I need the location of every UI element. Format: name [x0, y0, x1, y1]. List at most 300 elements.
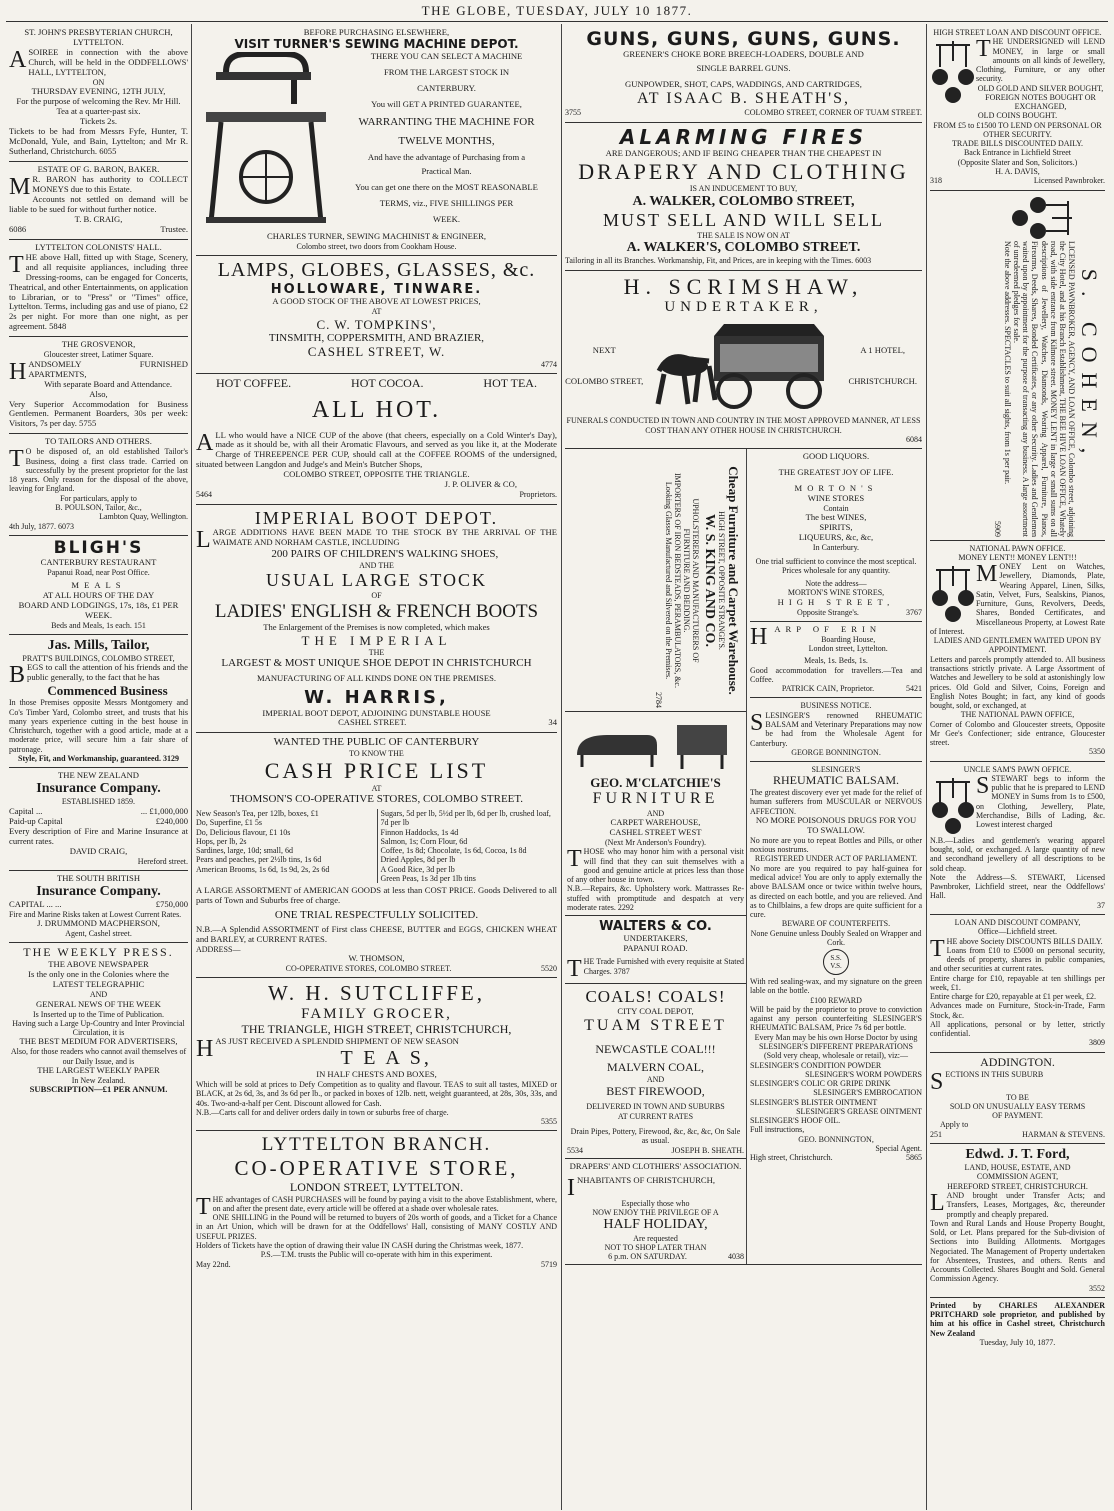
ad-text: AT [371, 783, 382, 793]
ad-text: Beds and Meals, 1s each. 151 [51, 620, 146, 630]
ad-title: BUSINESS NOTICE. [800, 701, 872, 711]
ad-text: ONE TRIAL RESPECTFULLY SOLICITED. [274, 909, 479, 922]
ad-text: AT CURRENT RATES [617, 1111, 694, 1121]
ad-title: WALTERS & CO. [599, 919, 712, 935]
ad-headline: T E A S, [340, 1046, 432, 1069]
ad-text: COLOMBO STREET, OPPOSITE THE TRIANGLE. [283, 469, 470, 480]
ad-business-notice [750, 698, 922, 762]
ad-number: 34 [548, 717, 557, 728]
ad-text: High street, Christchurch. [750, 1153, 833, 1163]
list-item: SLESINGER'S CONDITION POWDER [750, 1060, 882, 1070]
ad-text: NOW ENJOY THE PRIVILEGE OF A [592, 1208, 719, 1218]
ad-text: Proprietors. [519, 490, 557, 500]
ad-headline: W. HARRIS, [304, 686, 449, 708]
ad-body: Every description of Fire and Marine Insurance at current rates. [9, 825, 188, 846]
ad-text: In Canterbury. [812, 543, 860, 553]
ad-number: 5355 [541, 1117, 557, 1127]
ad-text: Special Agent. [875, 1143, 922, 1153]
ad-text: THE NEW ZEALAND [58, 770, 139, 781]
ad-text: In New Zealand. [71, 1075, 126, 1085]
ad-title: DRAPERS' AND CLOTHIERS' ASSOCIATION. [569, 1160, 742, 1171]
col3-split [565, 449, 922, 1265]
ad-body: LL who would have a NICE CUP of the above (that cheers, especially on a Cold Winter's Day), made as it should be, with all their Aromatic Flavours, and served as you like it, at the Moderate Charge of THREEPENCE PER CUP, should call at the COFFEE ROOMS of the undersigned, situated between Langdon and Judge's and Mein's Butcher Shops, [196, 429, 557, 470]
imprint-text: Printed by CHARLES ALEXANDER PRITCHARD sole proprietor, and published by him at his office in Cashel street, Christchurch New Zealand [930, 1300, 1105, 1338]
ad-text: (Next Mr Anderson's Foundry). [605, 838, 706, 848]
ad-title: RHEUMATIC BALSAM. [772, 773, 899, 788]
ad-title: CASH PRICE LIST [264, 758, 489, 784]
ad-body: EGS to call the attention of his friends and the public generally, to the fact that he has [27, 662, 188, 683]
ad-text: Note the address— [805, 579, 867, 589]
ad-title: GEO. M'CLATCHIE'S [590, 775, 721, 791]
drop-cap: T [196, 1193, 211, 1220]
ad-lyttelton-branch [196, 1131, 557, 1272]
ad-body: R. BARON has authority to COLLECT MONEYS due to this Estate. [32, 173, 188, 194]
ad-jas-mills [9, 635, 188, 768]
ad-text: CITY COAL DEPOT, [617, 1005, 694, 1016]
ad-text: CASHEL STREET. [338, 717, 407, 728]
ad-text: Is Inserted up to the Time of Publication. [32, 1009, 165, 1019]
ad-text: With red sealing-wax, and my signature on the green lable on the bottle. [750, 977, 922, 996]
ad-national-pawn [930, 541, 1105, 762]
ad-subtitle: CANTERBURY RESTAURANT [40, 557, 157, 568]
drop-cap: H [9, 358, 27, 385]
drop-cap: T [930, 935, 945, 962]
ad-headline: Commenced Business [47, 683, 168, 699]
ad-text: ESTABLISHED 1859. [61, 797, 136, 807]
drop-cap: T [9, 251, 24, 278]
ad-text: THE NATIONAL PAWN OFFICE, [960, 710, 1075, 720]
pawn-balls-icon [930, 562, 976, 624]
imprint [930, 1298, 1105, 1347]
ad-text: WINE STORES [807, 493, 865, 504]
ad-number: 251 [930, 1129, 942, 1139]
ad-text: MORTON'S WINE STORES, [787, 588, 885, 598]
ad-title: Jas. Mills, Tailor, [47, 637, 150, 653]
list-item: SLESINGER'S EMBROCATION [813, 1088, 922, 1098]
ad-title: ALARMING FIRES [619, 124, 868, 149]
ad-text: Apply to [940, 1120, 969, 1130]
ad-number: 5909 [993, 520, 1003, 537]
ad-signature: JOSEPH B. SHEATH. [671, 1145, 744, 1155]
ad-title: Insurance Company. [36, 781, 161, 797]
ad-imperial-boot [196, 505, 557, 734]
price-item: American Brooms, 1s 6d, 1s 9d, 2s, 2s 6d [196, 864, 330, 874]
list-item: SLESINGER'S HOOF OIL. [750, 1116, 841, 1126]
ad-headline: HALF HOLIDAY, [603, 1217, 708, 1233]
ad-value: ... £1,000,000 [140, 805, 188, 816]
ad-text: Tickets to be had from Messrs Fyfe, Hunter, T. McDonald, Yule, and Bain, Lyttelton; and Mr R. Sutherland, Christchurch. 6055 [9, 125, 188, 156]
ad-body: Note the Address—S. STEWART, Licensed Pawnbroker, Lichfield street, near the Oddfellows' Hall. [930, 872, 1105, 901]
ad-text: The Enlargement of the Premises is now completed, which makes [263, 621, 490, 632]
pawn-balls-icon [1010, 195, 1076, 241]
ad-text: Every Man may be his own Horse Doctor by using [754, 1032, 918, 1042]
ad-body: Town and Rural Lands and House Property Bought, Sold, or Let. Plans prepared for the Sub-division of Sections into Building Allotments. Mortgages Negociated. The Management of Property undertaken for Absentees, Trustees, and others. Rents and Accounts Collected. Shares Bought and Sold. General Commission Agency. [930, 1218, 1105, 1284]
drop-cap: I [567, 1174, 575, 1201]
ad-title: ARP OF ERIN [774, 623, 882, 634]
ad-text: Trustee. [160, 223, 188, 234]
ad-number: 5534 [567, 1145, 583, 1155]
ad-text: HIGH STREET, [777, 596, 895, 607]
ad-body: In those Premises opposite Messrs Montgomery and Co's Timber Yard, Colombo street, and trusts that his many years experience cutting in the best house in Christchurch, together with a good article, made at a moderate price, will secure him a fair share of patronage. [9, 698, 188, 754]
sewing-machine-illustration [196, 52, 336, 232]
ad-cohen [930, 191, 1105, 541]
list-item: SLESINGER'S BLISTER OINTMENT [750, 1097, 878, 1107]
ad-signature: H. A. DAVIS, [995, 166, 1040, 176]
ad-text: Good accommodation for travellers.—Tea and Coffee. [750, 665, 922, 684]
ad-loan-discount [930, 915, 1105, 1053]
ad-text: Are requested [633, 1233, 678, 1243]
ad-text: Also, [89, 388, 108, 399]
price-item: Hops, per lb, 2s [196, 836, 247, 846]
list-item: SLESINGER'S WORM POWDERS [805, 1069, 922, 1079]
hearse-illustration [644, 316, 844, 416]
ad-scrimshaw [565, 271, 922, 450]
ad-number: 3767 [906, 607, 922, 617]
ad-text: CAPITAL ... ... [9, 899, 62, 910]
ad-text: SINGLE BARREL GUNS. [696, 63, 791, 73]
ad-body: LICENSED PAWNBROKER, AGENCY, AND LOAN OFFICE, Colombo street, adjoining the City Hotel, and at his Branch Establishment, THE BEE HIVE LOAN OFFICE, Whately road, with side entrance from Kilmore street. MONEY LENT in large or small sums on all descriptions of Jewellery, Watches, Diamonds, Wearing Apparel, Furniture, Pianos, Firearms, Deeds, Shares, Bonded Certificates, or any other Security. Ladies and Gentlemen waited upon by appointment for the purpose of transacting any business. A large assortment of unredeemed pledges for sale. [1011, 240, 1077, 537]
ad-text: LIQUEURS, &c, &c, [798, 532, 874, 543]
ad-text: CHRISTCHURCH. [848, 376, 918, 387]
ad-text: HOT COCOA. [351, 375, 424, 390]
ad-text: MONEY LENT!! MONEY LENT!!! [958, 552, 1077, 562]
ad-body: Entire charge for £20, repayable at £1 per week, £2. [930, 992, 1097, 1002]
ad-headline: LADIES' ENGLISH & FRENCH BOOTS [214, 600, 539, 622]
ad-text: C. W. TOMPKINS', [316, 316, 437, 332]
ad-text: TO BE [1006, 1092, 1029, 1102]
ad-title: THE GROSVENOR, [61, 339, 136, 350]
ad-text: AT [371, 307, 382, 317]
ad-tailors [9, 434, 188, 535]
ad-colonists-hall [9, 240, 188, 338]
ad-text: ARE DANGEROUS; AND IF BEING CHEAPER THAN THE CHEAPEST IN [605, 147, 882, 158]
ad-text: BEWARE OF COUNTERFEITS. [781, 919, 891, 929]
ad-harp-of-erin [750, 622, 922, 699]
ad-text: HOT COFFEE. [216, 375, 292, 390]
ad-text: Gloucester street, Latimer Square. [43, 350, 154, 360]
ad-body: AND brought under Transfer Acts; and Transfers, Leases, Mortgages, &c, thereunder promptly and cheaply prepared. [946, 1191, 1105, 1219]
ad-number: 3552 [1089, 1283, 1105, 1293]
ad-body: A LARGE ASSORTMENT of AMERICAN GOODS at less than COST PRICE. Goods Delivered to all parts of Town and Suburbs free of charge. [196, 885, 557, 906]
ad-body: HE above Hall, fitted up with Stage, Scenery, and all requisite appliances, including three Dressing-rooms, can be engaged for Concerts, Theatrical, and other Entertainments, on application to Librarian, or to "Press" or "Times" office, Lyttelton. Terms, including gas and use of piano, £2 2s per night. For more than one night, as per agreement. 5848 [9, 251, 188, 332]
drop-cap: L [196, 527, 211, 554]
ad-number: 5719 [541, 1259, 557, 1269]
ad-text: With separate Board and Attendance. [44, 378, 173, 389]
ad-all-hot [196, 374, 557, 505]
ad-text: IN HALF CHESTS AND BOXES, [316, 1069, 437, 1080]
ad-body: The greatest discovery ever yet made for the relief of human sufferers from MUSCULAR or NERVOUS AFFECTION. [750, 788, 922, 816]
ad-text: A. WALKER'S, COLOMBO STREET. [626, 240, 861, 256]
ad-body: Accounts not settled on demand will be liable to be sued for without further notice. [9, 193, 188, 214]
ad-text: Practical Man. [421, 166, 472, 177]
ad-number: 4774 [541, 359, 557, 369]
ad-body: HE advantages of CASH PURCHASES will be found by paying a visit to the above Establishment, where, on and after the present date, every article will be offered at a shade over wholesale rates. [212, 1194, 557, 1213]
ad-text: TRADE BILLS DISCOUNTED DAILY. [951, 139, 1084, 149]
ad-body: ARGE ADDITIONS HAVE BEEN MADE TO THE STOCK BY THE ARRIVAL OF THE WAIMATE AND NORHAM CASTLE, INCLUDING [212, 527, 557, 548]
ad-text: Opposite Strange's. [797, 607, 859, 617]
ad-value: £240,000 [155, 815, 188, 826]
ad-subtitle: PRATT'S BUILDINGS, COLOMBO STREET, [22, 654, 175, 664]
ad-text: IMPORTERS OF IRON BEDSTEADS, PERAMBULATORS, &c. [672, 473, 682, 689]
ad-text: One trial sufficient to convince the most sceptical. [755, 556, 917, 566]
ad-text: GREENER'S CHOKE BORE BREECH-LOADERS, DOUBLE AND [623, 49, 864, 60]
ad-text: REGISTERED UNDER ACT OF PARLIAMENT. [754, 854, 918, 864]
ad-text: AND [89, 990, 108, 1000]
ad-text: THE ABOVE NEWSPAPER [48, 959, 149, 970]
ad-body: STEWART begs to inform the public that he is prepared to LEND MONEY in Sums from 1s to £500, on Clothing, Jewellery, Plate, Merchandise, Bills of Lading, &c. Lowest interest charged [976, 773, 1105, 830]
ad-signature: J. P. OLIVER & CO, [444, 479, 517, 490]
ad-text: Capital ... [9, 805, 43, 816]
ad-text: LARGEST & MOST UNIQUE SHOE DEPOT IN CHRISTCHURCH [221, 656, 532, 669]
ad-walker-fires [565, 123, 922, 271]
ad-text: IMPERIAL BOOT DEPOT, ADJOINING DUNSTABLE HOUSE [262, 707, 491, 718]
ad-text: P.S.—T.M. trusts the Public will co-operate with him in this experiment. [260, 1250, 493, 1260]
ad-body: Letters and parcels promptly attended to. All business transactions strictly private. A Large Assortment of Watches and Jewellery to be sold at astonishingly low prices. Old Gold and Silver, Coins, Foreign and English Notes Bought; in fact, any kind of goods bought, sold, or exchanged, at [930, 654, 1105, 711]
ad-text: HEREFORD STREET, CHRISTCHURCH. [947, 1181, 1088, 1191]
ad-number: 5464 [196, 490, 212, 500]
ad-addington [930, 1053, 1105, 1144]
seal-emblem [750, 949, 922, 975]
ad-text: SLESINGER'S [811, 765, 861, 775]
ad-text: THE SALE IS NOW ON AT [697, 230, 790, 240]
top-rule [6, 21, 1108, 22]
ad-title: HIGH STREET LOAN AND DISCOUNT OFFICE. [933, 28, 1102, 37]
seal-text: S.S. [830, 954, 842, 963]
ad-body: HE UNDERSIGNED will LEND MONEY, in large or small amounts on all kinds of Jewellery, Clothing, Furniture, or any other security. [976, 37, 1105, 84]
ad-st-johns [9, 25, 188, 162]
ad-thomson-cash [196, 733, 557, 978]
ad-slesinger-balsam [750, 762, 922, 1162]
ad-number: 4038 [728, 1252, 744, 1262]
ad-text: CASHEL STREET, W. [307, 344, 446, 360]
ad-subtitle: UNDERTAKER, [664, 299, 823, 316]
ad-number: 5350 [1089, 747, 1105, 757]
ad-text: ECTIONS IN THIS SUBURB [945, 1069, 1044, 1079]
ad-number: 6084 [906, 435, 922, 444]
ad-weekly-press [9, 943, 188, 1099]
ad-text: MANUFACTURING OF ALL KINDS DONE ON THE PREMISES. [256, 672, 497, 683]
ad-headline: AT ISAAC B. SHEATH'S, [636, 89, 851, 107]
drop-cap: T [567, 956, 582, 983]
ad-title: GOOD LIQUORS. [802, 451, 870, 462]
column-4 [927, 25, 1108, 1509]
ad-blighs [9, 536, 188, 635]
ad-text: No more are you required to pay half-guinea for medical advice! You are only to apply externally the above BALSAM once or twice within twelve hours, as directed on each bottle, and you are relieved. And as to Chilblains, a few drops are quite sufficient for a cure. [750, 863, 922, 920]
ad-text: Paid-up Capital [9, 815, 63, 826]
ad-body: Very Superior Accommodation for Business Gentlemen. Permanent Boarders, 30s per week: Visitors, 7s per day. 5755 [9, 398, 188, 429]
ad-text: Contain [823, 504, 849, 514]
ad-text: A GOOD STOCK OF THE ABOVE AT LOWEST PRICES, [272, 296, 481, 307]
ad-text: HOT TEA. [483, 375, 537, 390]
ad-title: ALL HOT. [311, 396, 442, 423]
drop-cap: T [567, 846, 582, 873]
ad-text: NEXT [592, 344, 616, 355]
price-item: Dried Apples, 8d per lb [380, 855, 456, 865]
ad-text: OLD GOLD AND SILVER BOUGHT, FOREIGN NOTES BOUGHT OR EXCHANGED, [977, 83, 1104, 112]
ad-text: THE BEST MEDIUM FOR ADVERTISERS, [19, 1036, 178, 1047]
ad-text: BOARD AND LODGINGS, 17s, 18s, £1 PER WEEK. [18, 599, 179, 620]
ad-subtitle: FAMILY GROCER, [301, 1005, 452, 1022]
ad-mortons [750, 449, 922, 622]
ad-turner-sewing [196, 25, 557, 256]
ad-sutcliffe [196, 978, 557, 1131]
ad-title: ADDINGTON. [980, 1054, 1055, 1069]
ad-signature: GEORGE BONNINGTON. [791, 747, 881, 757]
ad-text: None Genuine unless Doubly Sealed on Wrapper and Cork. [750, 928, 922, 947]
ad-tompkins [196, 256, 557, 374]
ad-text: SPIRITS, [819, 522, 853, 533]
drop-cap: A [9, 46, 27, 73]
ad-text: Boarding House, [821, 634, 876, 644]
ad-signature: PATRICK CAIN, Proprietor. [781, 684, 875, 694]
ad-body: Advances made on Furniture, Stock-in-Trade, Farm Stock, &c. [930, 1001, 1105, 1020]
ad-date: May 22nd. [196, 1259, 231, 1269]
column-1 [6, 25, 191, 1509]
ad-text: UPHOLSTERERS AND MANUFACTURERS OF [691, 498, 701, 663]
price-item: Pears and peaches, per 2½lb tins, 1s 6d [196, 855, 322, 865]
ad-body: Corner of Colombo and Gloucester streets, Opposite Mr Gee's Confectioner; side entrance, Gloucester street. [930, 719, 1105, 748]
drop-cap: H [750, 623, 773, 650]
ad-text: Colombo street, two doors from Cookham House. [296, 241, 457, 251]
ad-text: THE TRIANGLE, HIGH STREET, CHRISTCHURCH, [241, 1021, 512, 1036]
ad-text: OLD COINS BOUGHT. [977, 111, 1058, 121]
ad-number: 6086 [9, 223, 27, 234]
ad-signature: J. DRUMMOND MACPHERSON, [37, 918, 160, 929]
ad-headline: DRAPERY AND CLOTHING [578, 158, 909, 184]
ad-text: THE [368, 647, 385, 657]
ad-text: COLOMBO STREET, CORNER OF TUAM STREET. [744, 108, 922, 118]
imprint-date: Tuesday, July 10, 1877. [979, 1337, 1056, 1347]
drop-cap: S [930, 1068, 944, 1095]
ad-body: AS JUST RECEIVED A SPLENDID SHIPMENT OF NEW SEASON [215, 1035, 459, 1046]
ad-text: Prices wholesale for any quantity. [781, 565, 891, 575]
ad-text: AND [646, 808, 665, 818]
ad-text: You will GET A PRINTED GUARANTEE, [371, 98, 522, 109]
drop-cap: S [750, 709, 764, 736]
ad-text: THOMSON'S CO-OPERATIVE STORES, COLOMBO STREET. [229, 793, 524, 806]
ad-title: LYTTELTON COLONISTS' HALL. [35, 241, 162, 252]
ad-title: GUNS, GUNS, GUNS, GUNS. [586, 28, 901, 50]
ad-text: Office—Lichfield street. [978, 927, 1057, 937]
ad-number: 3809 [1089, 1038, 1105, 1048]
ad-body: Entire charge for £10, repayable at ten shillings per week, £1. [930, 973, 1105, 992]
ad-signature: W. THOMSON, [348, 953, 405, 963]
column-rule [191, 24, 192, 1510]
ad-text: OF [371, 591, 382, 601]
ad-drapers [565, 1159, 746, 1265]
ad-body: Loans from £10 to £5000 on personal security, deeds of property, shares in public companies, and other securities at current rates. [930, 945, 1105, 974]
ad-text: The best WINES, [805, 512, 867, 523]
ad-title: TO TAILORS AND OTHERS. [45, 436, 152, 447]
ad-text: NHABITANTS OF CHRISTCHURCH, [577, 1174, 716, 1185]
ad-text: Note the above addresses. SPECTACLES to suit all sights, from 1s per pair. [1002, 240, 1012, 484]
ad-value: £750,000 [155, 899, 188, 910]
ad-body: Fire and Marine Risks taken at Lowest Current Rates. [9, 909, 182, 919]
ad-subtitle: FURNITURE [592, 790, 719, 808]
ad-body: HOSE who may honor him with a personal visit will find that they can suit themselves with a good and genuine article at prices less than those of any other house in town. [567, 847, 744, 885]
ad-title: THE WEEKLY PRESS. [23, 945, 174, 960]
ad-text: LONDON STREET, LYTTELTON. [289, 1179, 464, 1194]
drop-cap: T [976, 36, 991, 63]
ad-body: HE Trade Furnished with every requisite at Stated Charges. 3787 [583, 957, 744, 976]
ad-ford [930, 1144, 1105, 1298]
ad-subtitle: HOLLOWARE, TINWARE. [270, 282, 483, 298]
ad-text: SLESINGER'S DIFFERENT PREPARATIONS (Sold very cheap, wholesale or retail), viz:— [759, 1041, 913, 1061]
furniture-illustration [567, 715, 744, 775]
ad-signature: DAVID CRAIG, [69, 845, 128, 856]
ad-text: Tea at a quarter-past six. [56, 106, 141, 117]
ad-text: Licensed Pawnbroker. [1033, 176, 1105, 186]
col3-right [747, 449, 922, 1264]
ad-walters [565, 916, 746, 984]
price-item: Do, Delicious flavour, £1 10s [196, 827, 291, 837]
ad-uncle-sams [930, 762, 1105, 915]
ad-text: FURNITURE AND BEDDING. [682, 528, 692, 633]
ad-body: HE above Society DISCOUNTS BILLS DAILY. [946, 936, 1103, 946]
ad-text: CO-OPERATIVE STORES, COLOMBO STREET. [285, 963, 452, 973]
drop-cap: M [976, 561, 998, 588]
ad-title: BLIGH'S [53, 537, 144, 558]
seal-text: V.S. [830, 962, 842, 971]
column-2 [193, 25, 560, 1509]
ad-text: You can get one there on the MOST REASONABLE [355, 182, 538, 193]
ad-title: UNCLE SAM'S PAWN OFFICE. [963, 764, 1072, 774]
ad-text: Drain Pipes, Pottery, Firewood, &c, &c, &c, On Sale as usual. [570, 1126, 741, 1146]
ad-body: Holders of Tickets have the option of drawing their value IN CASH during the Christmas week, 1877. [196, 1240, 524, 1250]
ad-text: USUAL LARGE STOCK [265, 570, 487, 591]
ad-text: No more are you to repeat Bottles and Pills, or other noxious nostrums. [750, 835, 922, 855]
ad-title: Insurance Company. [36, 883, 161, 899]
ad-grosvenor [9, 337, 188, 434]
ad-signature: CHARLES TURNER, SEWING MACHINIST & ENGINEER, [266, 230, 487, 241]
ad-mcclatchie [565, 712, 746, 916]
ad-text: Hereford street. [137, 856, 188, 866]
ad-guns [565, 25, 922, 123]
drop-cap: A [196, 429, 214, 456]
ad-text: THE LARGEST WEEKLY PAPER [37, 1064, 160, 1075]
ad-south-british [9, 871, 188, 944]
ad-text: CARPET WAREHOUSE, [610, 817, 701, 828]
ad-text: Back Entrance in Lichfield Street [963, 148, 1072, 158]
ad-title: S. COHEN, [1077, 268, 1102, 463]
ad-text: BEFORE PURCHASING ELSEWHERE, [303, 27, 450, 37]
ad-text: FUNERALS CONDUCTED IN TOWN AND COUNTRY IN THE MOST APPROVED MANNER, AT LESS COST THAN ANY OTHER HOUSE IN CHRISTCHURCH. [566, 416, 921, 435]
ad-title: NATIONAL PAWN OFFICE. [969, 543, 1066, 553]
ad-text: N.B.—A Splendid ASSORTMENT of First class CHEESE, BUTTER and EGGS, CHICKEN WHEAT and BARLEY, at CURRENT RATES. [196, 923, 557, 944]
ad-text: Especially those who [621, 1198, 690, 1208]
ad-text: ON [92, 77, 105, 87]
pawn-balls-icon [930, 37, 976, 107]
ad-title: LOAN AND DISCOUNT COMPANY, [954, 918, 1081, 928]
ad-text: A. WALKER, COLOMBO STREET, [632, 193, 855, 209]
ad-text: THERE YOU CAN SELECT A MACHINE [370, 50, 523, 61]
ad-text: TERMS, viz., FIVE SHILLINGS PER [379, 198, 514, 209]
ad-title: Edwd. J. T. Ford, [965, 1146, 1070, 1162]
ad-text: ADDRESS— [196, 944, 241, 954]
ad-body: SOIREE in connection with the above Church, will be held in the ODDFELLOWS' HALL, LYTTELTON, [28, 46, 188, 77]
ad-nz-insurance [9, 768, 188, 871]
ad-text: Having such a Large Up-Country and Inter Provincial Circulation, it is [12, 1018, 185, 1038]
ad-date: 4th July, 1877. 6073 [9, 521, 75, 531]
ad-text: TO KNOW THE [349, 749, 404, 759]
ad-text: FROM THE LARGEST STOCK IN [383, 66, 510, 77]
ad-text: FROM £5 to £1500 TO LEND ON PERSONAL OR OTHER SECURITY. [933, 120, 1102, 139]
ad-body: ANDSOMELY FURNISHED APARTMENTS, [28, 358, 188, 379]
ad-text: A 1 HOTEL, [860, 344, 906, 355]
ad-text: MALVERN COAL, [607, 1060, 704, 1075]
ad-text: LATEST TELEGRAPHIC [52, 979, 145, 990]
ad-text: For particulars, apply to [60, 493, 137, 503]
